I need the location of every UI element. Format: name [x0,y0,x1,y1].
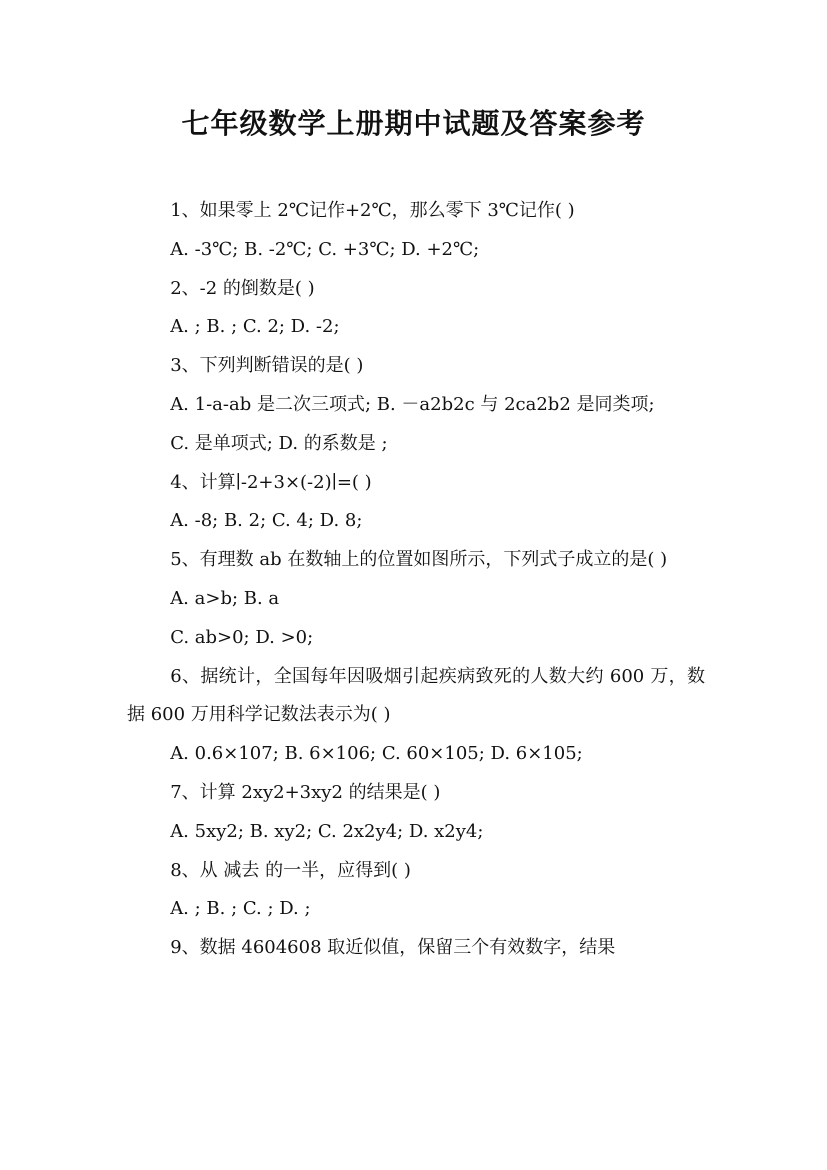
question-3-options-ab: A. 1-a-ab 是二次三项式; B. －a2b2c 与 2ca2b2 是同类项; [170,393,655,415]
document-title: 七年级数学上册期中试题及答案参考 [181,107,646,140]
question-1: 1、如果零上 2℃记作+2℃，那么零下 3℃记作( ) [170,200,575,221]
question-6-options: A. 0.6×107; B. 6×106; C. 60×105; D. 6×105; [170,743,583,765]
question-4-options: A. -8; B. 2; C. 4; D. 8; [170,510,363,532]
question-7-options: A. 5xy2; B. xy2; C. 2x2y4; D. x2y4; [170,820,484,842]
question-1-options: A. -3℃; B. -2℃; C. +3℃; D. +2℃; [170,238,480,260]
question-5-options-ab: A. a>b; B. a [170,587,280,609]
question-7: 7、计算 2xy2+3xy2 的结果是( ) [170,781,441,803]
question-5: 5、有理数 ab 在数轴上的位置如图所示，下列式子成立的是( ) [170,549,668,571]
question-6: 6、据统计，全国每年因吸烟引起疾病致死的人数大约 600 万，数据 600 万用科学记数法表示为( ) [127,665,705,726]
question-4: 4、计算∣-2+3×(-2)∣=( ) [170,471,372,493]
question-9: 9、数据 4604608 取近似值，保留三个有效数字，结果 [170,937,616,959]
question-8-options: A. ; B. ; C. ; D. ; [170,898,311,920]
question-2: 2、-2 的倒数是( ) [170,277,315,299]
question-3: 3、下列判断错误的是( ) [170,355,364,377]
question-3-options-cd: C. 是单项式; D. 的系数是 ; [170,432,388,454]
question-2-options: A. ; B. ; C. 2; D. -2; [170,316,340,338]
document-body [127,192,705,968]
question-5-options-cd: C. ab>0; D. >0; [170,626,314,648]
question-8: 8、从 减去 的一半，应得到( ) [170,859,411,881]
